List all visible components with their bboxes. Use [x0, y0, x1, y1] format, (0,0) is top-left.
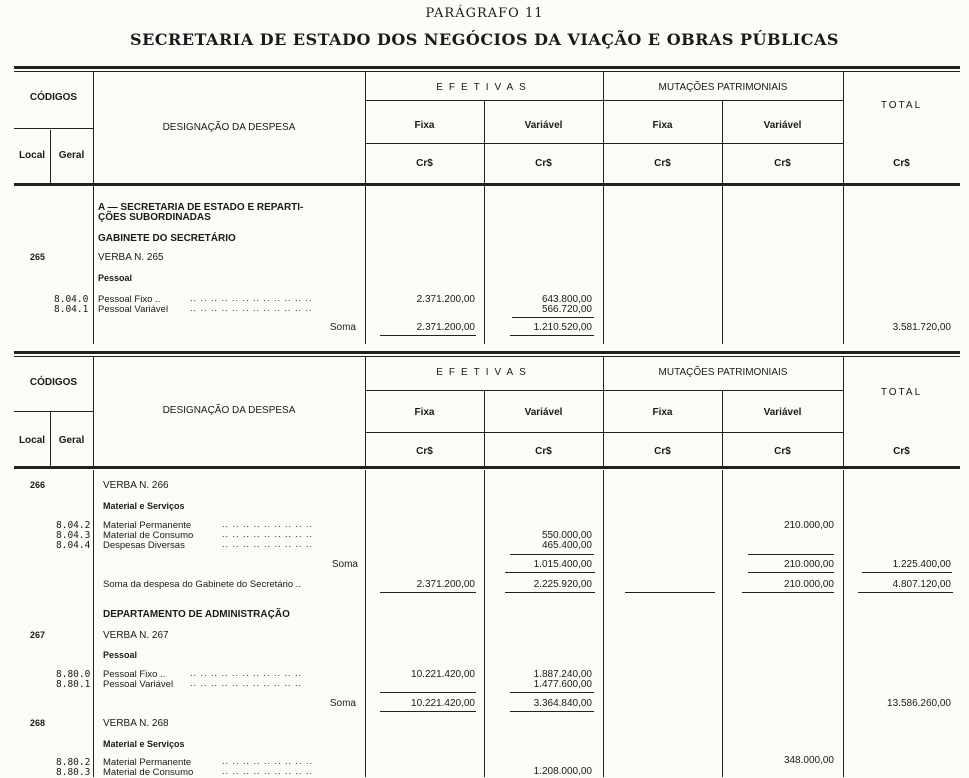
leader-dots: .. .. .. .. .. .. .. .. .. .. .. ..: [190, 293, 313, 303]
leader-dots: .. .. .. .. .. .. .. .. ..: [222, 529, 314, 539]
header-fixa: Fixa: [414, 407, 435, 418]
header-total: TOTAL: [880, 387, 923, 398]
verba-label: VERBA N. 268: [103, 718, 169, 729]
soma-variavel: 1.210.520,00: [533, 322, 592, 333]
soma-label: Soma: [331, 559, 358, 570]
rule: [93, 470, 94, 777]
header-efetivas: EFETIVAS: [436, 82, 532, 93]
rule: [722, 100, 723, 184]
item-code: 8.80.1: [56, 679, 91, 690]
item-label: Pessoal Fixo ..: [103, 669, 166, 680]
rule: [365, 100, 843, 101]
rule: [843, 186, 844, 344]
rule: [748, 572, 834, 573]
item-label: Despesas Diversas: [103, 540, 185, 551]
rule: [722, 186, 723, 344]
rule: [722, 470, 723, 777]
header-mut-fixa: Fixa: [652, 407, 673, 418]
rule: [862, 572, 952, 573]
rule: [748, 554, 834, 555]
header-variavel: Variável: [524, 120, 563, 131]
rule: [380, 592, 476, 593]
gabinete-total-variavel: 2.225.920,00: [533, 579, 592, 590]
leader-dots: .. .. .. .. .. .. .. .. .. .. .. ..: [190, 303, 313, 313]
page-title: SECRETARIA DE ESTADO DOS NEGÓCIOS DA VIAÇÃO E OBRAS PÚBLICAS: [130, 30, 839, 49]
rule: [512, 317, 594, 318]
item-label: Material Permanente: [103, 520, 192, 531]
leader-dots: .. .. .. .. .. .. .. .. .. .. ..: [190, 678, 303, 688]
currency-label: Cr$: [654, 158, 671, 169]
value-variavel: 1.887.240,00: [533, 669, 592, 680]
soma-variavel: 3.364.840,00: [533, 698, 592, 709]
rule: [510, 711, 594, 712]
rule: [380, 711, 476, 712]
rule: [365, 432, 843, 433]
header-codigos: CÓDIGOS: [29, 92, 78, 103]
local-code: 267: [30, 630, 46, 640]
gabinete-total-label: Soma da despesa do Gabinete do Secretário ..: [103, 579, 302, 590]
header-codigos: CÓDIGOS: [29, 377, 78, 388]
value-variavel: 643.800,00: [541, 294, 592, 305]
leader-dots: .. .. .. .. .. .. .. .. ..: [222, 766, 314, 776]
header-designacao: DESIGNAÇÃO DA DESPESA: [162, 405, 296, 416]
item-code: 8.04.1: [54, 304, 89, 315]
gabinete-total-total: 4.807.120,00: [892, 579, 951, 590]
local-code: 265: [30, 252, 46, 262]
item-label: Material Permanente: [103, 757, 192, 768]
rule: [843, 470, 844, 777]
rule: [93, 186, 94, 344]
rule: [484, 100, 485, 184]
rule: [510, 554, 594, 555]
verba-label: VERBA N. 266: [103, 480, 169, 491]
value-mut-variavel: 210.000,00: [783, 520, 834, 531]
rule: [365, 390, 843, 391]
rule: [365, 143, 843, 144]
value-mut-variavel: 348.000,00: [783, 755, 834, 766]
header-variavel: Variável: [524, 407, 563, 418]
subsection-heading: GABINETE DO SECRETÁRIO: [98, 233, 236, 244]
rule: [603, 470, 604, 777]
item-code: 8.80.0: [56, 669, 91, 680]
rule: [505, 592, 595, 593]
item-label: Pessoal Fixo ..: [98, 294, 161, 305]
header-local: Local: [18, 150, 46, 161]
rule: [14, 183, 960, 186]
rule: [14, 66, 960, 69]
rule: [380, 692, 476, 693]
value-variavel: 566.720,00: [541, 304, 592, 315]
verba-label: VERBA N. 265: [98, 252, 164, 263]
rule: [625, 592, 715, 593]
rule: [510, 692, 594, 693]
rule: [484, 470, 485, 777]
rule: [14, 128, 93, 129]
soma-total: 3.581.720,00: [892, 322, 951, 333]
verba-label: VERBA N. 267: [103, 630, 169, 641]
soma-mut-variavel: 210.000,00: [783, 559, 834, 570]
group-label: Pessoal: [98, 273, 133, 283]
rule: [14, 71, 960, 72]
leader-dots: .. .. .. .. .. .. .. .. ..: [222, 519, 314, 529]
currency-label: Cr$: [893, 446, 910, 457]
header-mut-variavel: Variável: [763, 120, 802, 131]
currency-label: Cr$: [535, 158, 552, 169]
soma-variavel: 1.015.400,00: [533, 559, 592, 570]
rule: [858, 592, 953, 593]
soma-label: Soma: [329, 322, 356, 333]
rule: [14, 351, 960, 354]
value-variavel: 550.000,00: [541, 530, 592, 541]
value-fixa: 10.221.420,00: [411, 669, 475, 680]
currency-label: Cr$: [416, 158, 433, 169]
header-geral: Geral: [58, 435, 85, 446]
header-mutacoes: MUTAÇÕES PATRIMONIAIS: [658, 82, 788, 93]
currency-label: Cr$: [654, 446, 671, 457]
value-variavel: 465.400,00: [541, 540, 592, 551]
header-mut-fixa: Fixa: [652, 120, 673, 131]
group-label: Material e Serviços: [103, 501, 185, 511]
rule: [742, 592, 834, 593]
local-code: 268: [30, 718, 46, 728]
paragraph-label: PARÁGRAFO 11: [425, 6, 544, 21]
value-variavel: 1.477.600,00: [533, 679, 592, 690]
item-code: 8.04.4: [56, 540, 91, 551]
item-label: Pessoal Variável: [103, 679, 174, 690]
currency-label: Cr$: [774, 446, 791, 457]
rule: [505, 572, 595, 573]
rule: [365, 470, 366, 777]
rule: [14, 411, 93, 412]
item-code: 8.04.2: [56, 520, 91, 531]
header-fixa: Fixa: [414, 120, 435, 131]
local-code: 266: [30, 480, 46, 490]
header-mutacoes: MUTAÇÕES PATRIMONIAIS: [658, 367, 788, 378]
gabinete-total-mut-variavel: 210.000,00: [783, 579, 834, 590]
value-variavel: 1.208.000,00: [533, 766, 592, 777]
subsection-heading: DEPARTAMENTO DE ADMINISTRAÇÃO: [103, 609, 290, 620]
header-efetivas: EFETIVAS: [436, 367, 532, 378]
currency-label: Cr$: [416, 446, 433, 457]
header-geral: Geral: [58, 150, 85, 161]
item-label: Pessoal Variável: [98, 304, 169, 315]
soma-fixa: 10.221.420,00: [411, 698, 475, 709]
header-total: TOTAL: [880, 100, 923, 111]
item-label: Material de Consumo: [103, 530, 194, 541]
item-code: 8.04.3: [56, 530, 91, 541]
rule: [14, 356, 960, 357]
section-heading: A — SECRETARIA DE ESTADO E REPARTI-: [98, 202, 304, 213]
currency-label: Cr$: [893, 158, 910, 169]
group-label: Material e Serviços: [103, 739, 185, 749]
header-local: Local: [18, 435, 46, 446]
leader-dots: .. .. .. .. .. .. .. .. .. .. ..: [190, 668, 303, 678]
item-code: 8.80.3: [56, 767, 91, 778]
gabinete-total-fixa: 2.371.200,00: [416, 579, 475, 590]
rule: [603, 186, 604, 344]
group-label: Pessoal: [103, 650, 138, 660]
rule: [365, 186, 366, 344]
rule: [510, 335, 594, 336]
section-heading: ÇÕES SUBORDINADAS: [98, 212, 211, 223]
rule: [484, 186, 485, 344]
soma-total: 13.586.260,00: [887, 698, 951, 709]
item-code: 8.80.2: [56, 757, 91, 768]
header-designacao: DESIGNAÇÃO DA DESPESA: [162, 122, 296, 133]
soma-fixa: 2.371.200,00: [416, 322, 475, 333]
header-mut-variavel: Variável: [763, 407, 802, 418]
rule: [380, 335, 476, 336]
leader-dots: .. .. .. .. .. .. .. .. ..: [222, 756, 314, 766]
currency-label: Cr$: [774, 158, 791, 169]
value-fixa: 2.371.200,00: [416, 294, 475, 305]
soma-total: 1.225.400,00: [892, 559, 951, 570]
item-label: Material de Consumo: [103, 767, 194, 778]
currency-label: Cr$: [535, 446, 552, 457]
rule: [14, 466, 960, 469]
leader-dots: .. .. .. .. .. .. .. .. ..: [222, 539, 314, 549]
soma-label: Soma: [329, 698, 356, 709]
item-code: 8.04.0: [54, 294, 89, 305]
